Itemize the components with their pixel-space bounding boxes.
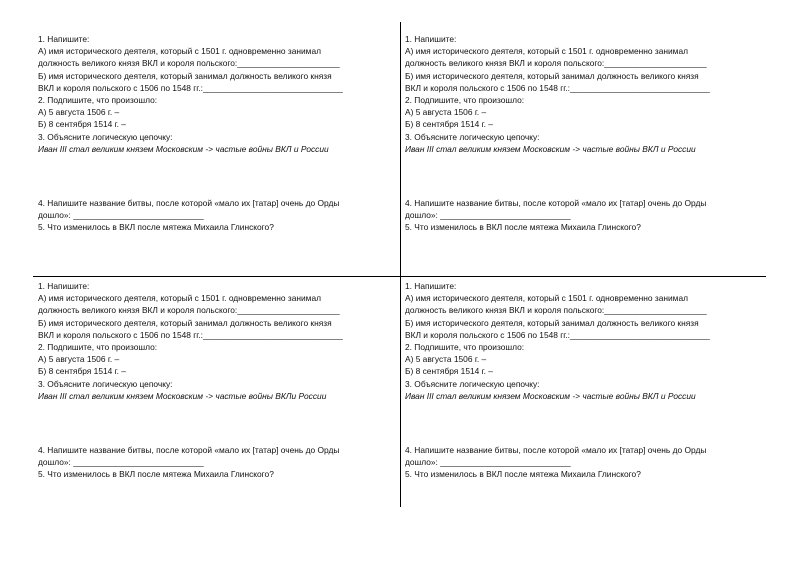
question-1b-line-1: Б) имя исторического деятеля, который занимал должность великого князя: [405, 317, 699, 328]
question-3-title: 3. Объясните логическую цепочку:: [405, 378, 540, 389]
question-3-chain: Иван III стал великим князем Московским -> частые войны ВКЛ и России: [405, 390, 696, 401]
question-4-line-1: 4. Напишите название битвы, после которой «мало их [татар] очень до Орды: [38, 197, 340, 208]
question-2-title: 2. Подпишите, что произошло:: [405, 341, 525, 352]
question-2-title: 2. Подпишите, что произошло:: [405, 94, 525, 105]
question-2a: А) 5 августа 1506 г. –: [38, 107, 120, 118]
question-1b-line-2: ВКЛ и короля польского с 1506 по 1548 гг.:______________________________: [405, 329, 710, 340]
question-3-chain: Иван III стал великим князем Московским -> частые войны ВКЛ и России: [405, 143, 696, 154]
question-3-title: 3. Объясните логическую цепочку:: [38, 131, 173, 142]
question-1b-line-1: Б) имя исторического деятеля, который занимал должность великого князя: [405, 70, 699, 81]
question-2b: Б) 8 сентября 1514 г. –: [38, 119, 126, 130]
question-4-line-2: дошло»: ____________________________: [405, 457, 571, 468]
question-1b-line-2: ВКЛ и короля польского с 1506 по 1548 гг.:______________________________: [38, 329, 343, 340]
quiz-card-top-right: [405, 33, 761, 283]
question-1a-line-2: должность великого князя ВКЛ и короля польского:______________________: [405, 58, 707, 69]
question-1a-line-2: должность великого князя ВКЛ и короля польского:______________________: [38, 58, 340, 69]
question-2b: Б) 8 сентября 1514 г. –: [405, 119, 493, 130]
vertical-cut-line: [400, 22, 401, 507]
quiz-card-top-left: [38, 33, 394, 283]
question-2a: А) 5 августа 1506 г. –: [38, 354, 120, 365]
question-1-title: 1. Напишите:: [38, 34, 90, 44]
answer-space: [405, 402, 761, 444]
question-5: 5. Что изменилось в ВКЛ после мятежа Михаила Глинского?: [405, 222, 641, 233]
question-4-line-2: дошло»: ____________________________: [38, 457, 204, 468]
question-1a-line-1: А) имя исторического деятеля, который с 1501 г. одновременно занимал: [405, 293, 688, 304]
question-3-title: 3. Объясните логическую цепочку:: [405, 131, 540, 142]
question-4-line-2: дошло»: ____________________________: [405, 210, 571, 221]
quiz-card-bottom-left: [38, 280, 394, 530]
question-2a: А) 5 августа 1506 г. –: [405, 354, 487, 365]
question-2b: Б) 8 сентября 1514 г. –: [405, 366, 493, 377]
question-2b: Б) 8 сентября 1514 г. –: [38, 366, 126, 377]
question-1b-line-1: Б) имя исторического деятеля, который занимал должность великого князя: [38, 317, 332, 328]
question-2a: А) 5 августа 1506 г. –: [405, 107, 487, 118]
question-2-title: 2. Подпишите, что произошло:: [38, 94, 158, 105]
question-1a-line-1: А) имя исторического деятеля, который с 1501 г. одновременно занимал: [405, 46, 688, 57]
answer-space: [405, 155, 761, 197]
question-1-title: 1. Напишите:: [38, 281, 90, 291]
question-4-line-1: 4. Напишите название битвы, после которой «мало их [татар] очень до Орды: [38, 444, 340, 455]
question-3-title: 3. Объясните логическую цепочку:: [38, 378, 173, 389]
question-2-title: 2. Подпишите, что произошло:: [38, 341, 158, 352]
question-1b-line-2: ВКЛ и короля польского с 1506 по 1548 гг.:______________________________: [38, 82, 343, 93]
quiz-card-bottom-right: [405, 280, 761, 530]
question-1-title: 1. Напишите:: [405, 34, 457, 44]
question-1a-line-1: А) имя исторического деятеля, который с 1501 г. одновременно занимал: [38, 46, 321, 57]
question-1b-line-2: ВКЛ и короля польского с 1506 по 1548 гг.:______________________________: [405, 82, 710, 93]
question-1-title: 1. Напишите:: [405, 281, 457, 291]
question-1a-line-1: А) имя исторического деятеля, который с 1501 г. одновременно занимал: [38, 293, 321, 304]
question-5: 5. Что изменилось в ВКЛ после мятежа Михаила Глинского?: [38, 469, 274, 480]
question-1a-line-2: должность великого князя ВКЛ и короля польского:______________________: [38, 305, 340, 316]
question-5: 5. Что изменилось в ВКЛ после мятежа Михаила Глинского?: [38, 222, 274, 233]
question-1a-line-2: должность великого князя ВКЛ и короля польского:______________________: [405, 305, 707, 316]
question-4-line-1: 4. Напишите название битвы, после которой «мало их [татар] очень до Орды: [405, 444, 707, 455]
answer-space: [38, 402, 394, 444]
question-4-line-2: дошло»: ____________________________: [38, 210, 204, 221]
answer-space: [38, 155, 394, 197]
question-4-line-1: 4. Напишите название битвы, после которой «мало их [татар] очень до Орды: [405, 197, 707, 208]
question-3-chain: Иван III стал великим князем Московским -> частые войны ВКЛ и России: [38, 143, 329, 154]
question-5: 5. Что изменилось в ВКЛ после мятежа Михаила Глинского?: [405, 469, 641, 480]
question-1b-line-1: Б) имя исторического деятеля, который занимал должность великого князя: [38, 70, 332, 81]
question-3-chain: Иван III стал великим князем Московским -> частые войны ВКЛи России: [38, 390, 327, 401]
